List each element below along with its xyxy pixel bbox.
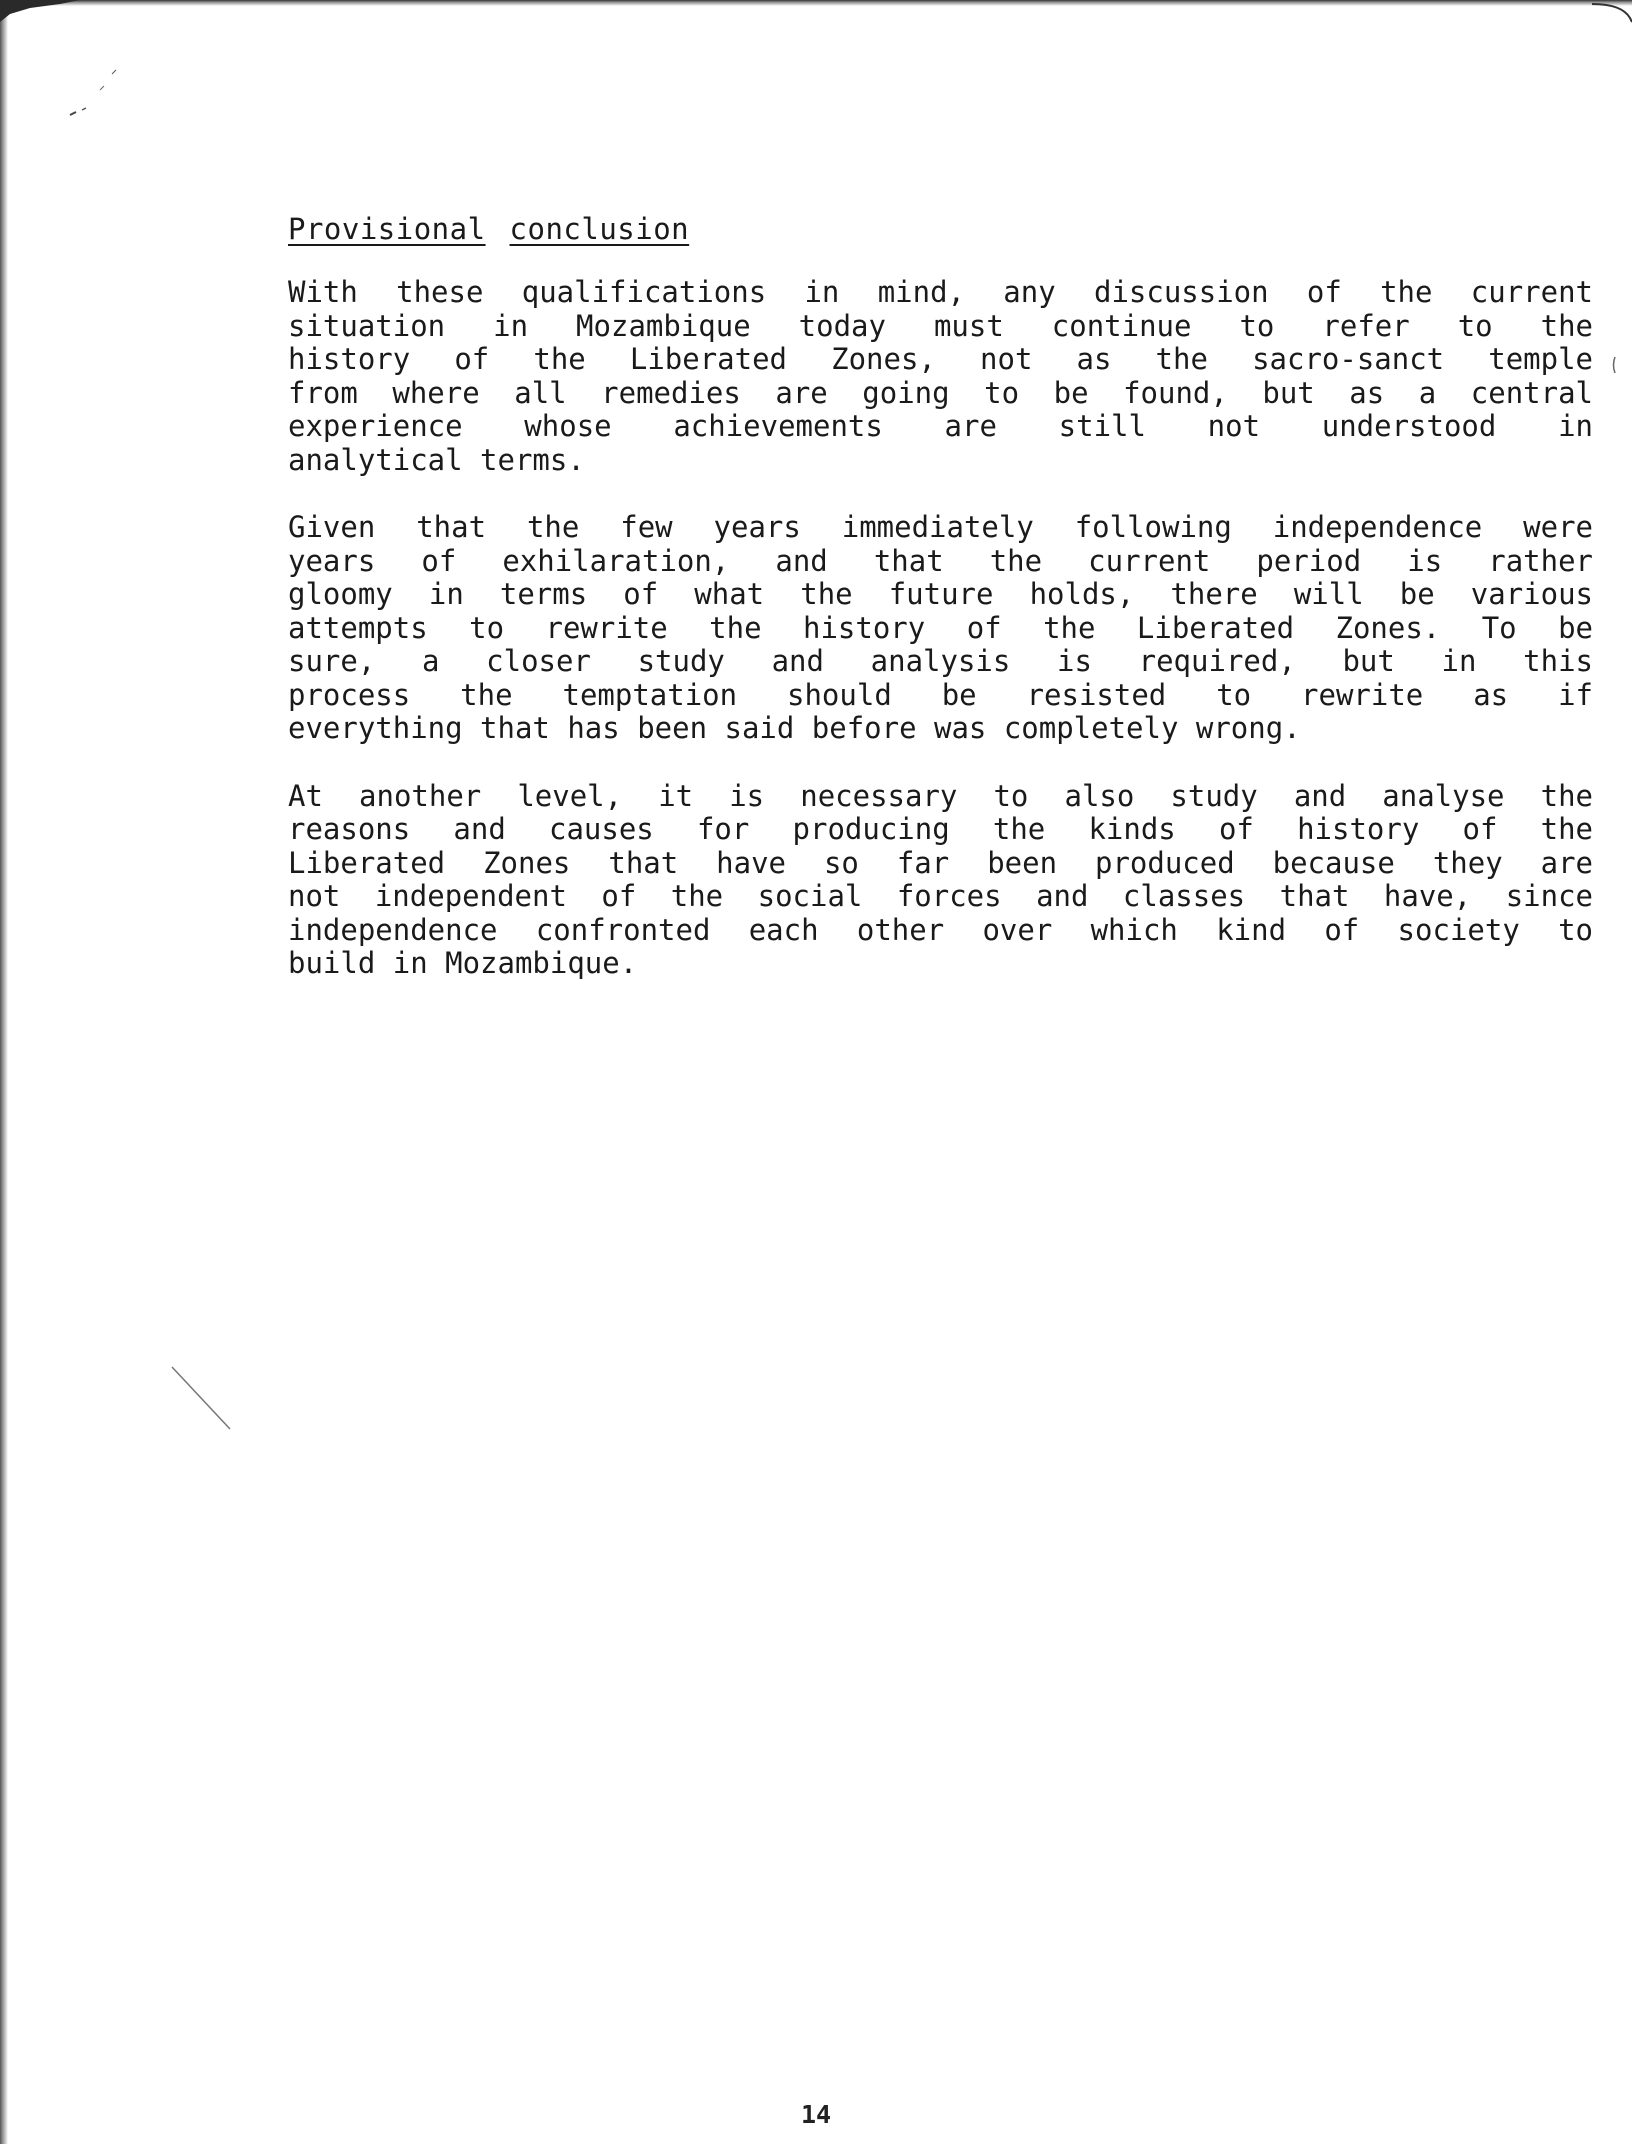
paragraph-line: With these qualifications in mind, any discussion of the current (288, 275, 1593, 309)
paragraph-line: years of exhilaration, and that the current period is rather (288, 543, 1593, 578)
paragraph-line: reasons and causes for producing the kinds of history of the (288, 812, 1593, 846)
paragraph-2 (288, 511, 1593, 746)
paragraph-line: build in Mozambique. (288, 946, 638, 980)
scan-mark-right (1610, 355, 1620, 375)
paragraph-line: from where all remedies are going to be found, but as a central (288, 375, 1593, 410)
paragraph-line: situation in Mozambique today must continue to refer to the (288, 308, 1593, 343)
scan-corner-mark (0, 0, 80, 30)
section-heading (288, 210, 1593, 248)
paragraph-line: attempts to rewrite the history of the Liberated Zones. To be (288, 610, 1593, 645)
heading-word-provisional: Provisional (288, 212, 486, 246)
scan-top-edge (0, 0, 1632, 6)
paragraph-line: not independent of the social forces and classes that have, since (288, 879, 1593, 913)
scan-left-edge (0, 0, 8, 2144)
paragraph-line: Liberated Zones that have so far been produced because they are (288, 845, 1593, 880)
paragraph-1 (288, 276, 1593, 477)
paragraph-line: process the temptation should be resisted to rewrite as if (288, 677, 1593, 712)
paragraph-line: analytical terms. (288, 442, 585, 477)
scan-stroke (170, 1365, 240, 1435)
document-body (288, 210, 1593, 1015)
paragraph-line: sure, a closer study and analysis is required, but in this (288, 644, 1593, 678)
paragraph-line: experience whose achievements are still not understood in (288, 409, 1593, 443)
heading-word-conclusion: conclusion (509, 212, 690, 246)
paragraph-line: Given that the few years immediately following independence were (288, 510, 1593, 544)
paragraph-line: gloomy in terms of what the future holds, there will be various (288, 577, 1593, 611)
page-number: 14 (800, 2100, 832, 2129)
paragraph-line: At another level, it is necessary to also study and analyse the (288, 778, 1593, 813)
paragraph-line: everything that has been said before was completely wrong. (288, 711, 1301, 745)
paragraph-3 (288, 780, 1593, 981)
scan-corner-curl (1592, 0, 1632, 40)
scan-specks (60, 60, 160, 120)
paragraph-line: independence confronted each other over which kind of society to (288, 912, 1593, 947)
paragraph-line: history of the Liberated Zones, not as the sacro-sanct temple (288, 342, 1593, 376)
